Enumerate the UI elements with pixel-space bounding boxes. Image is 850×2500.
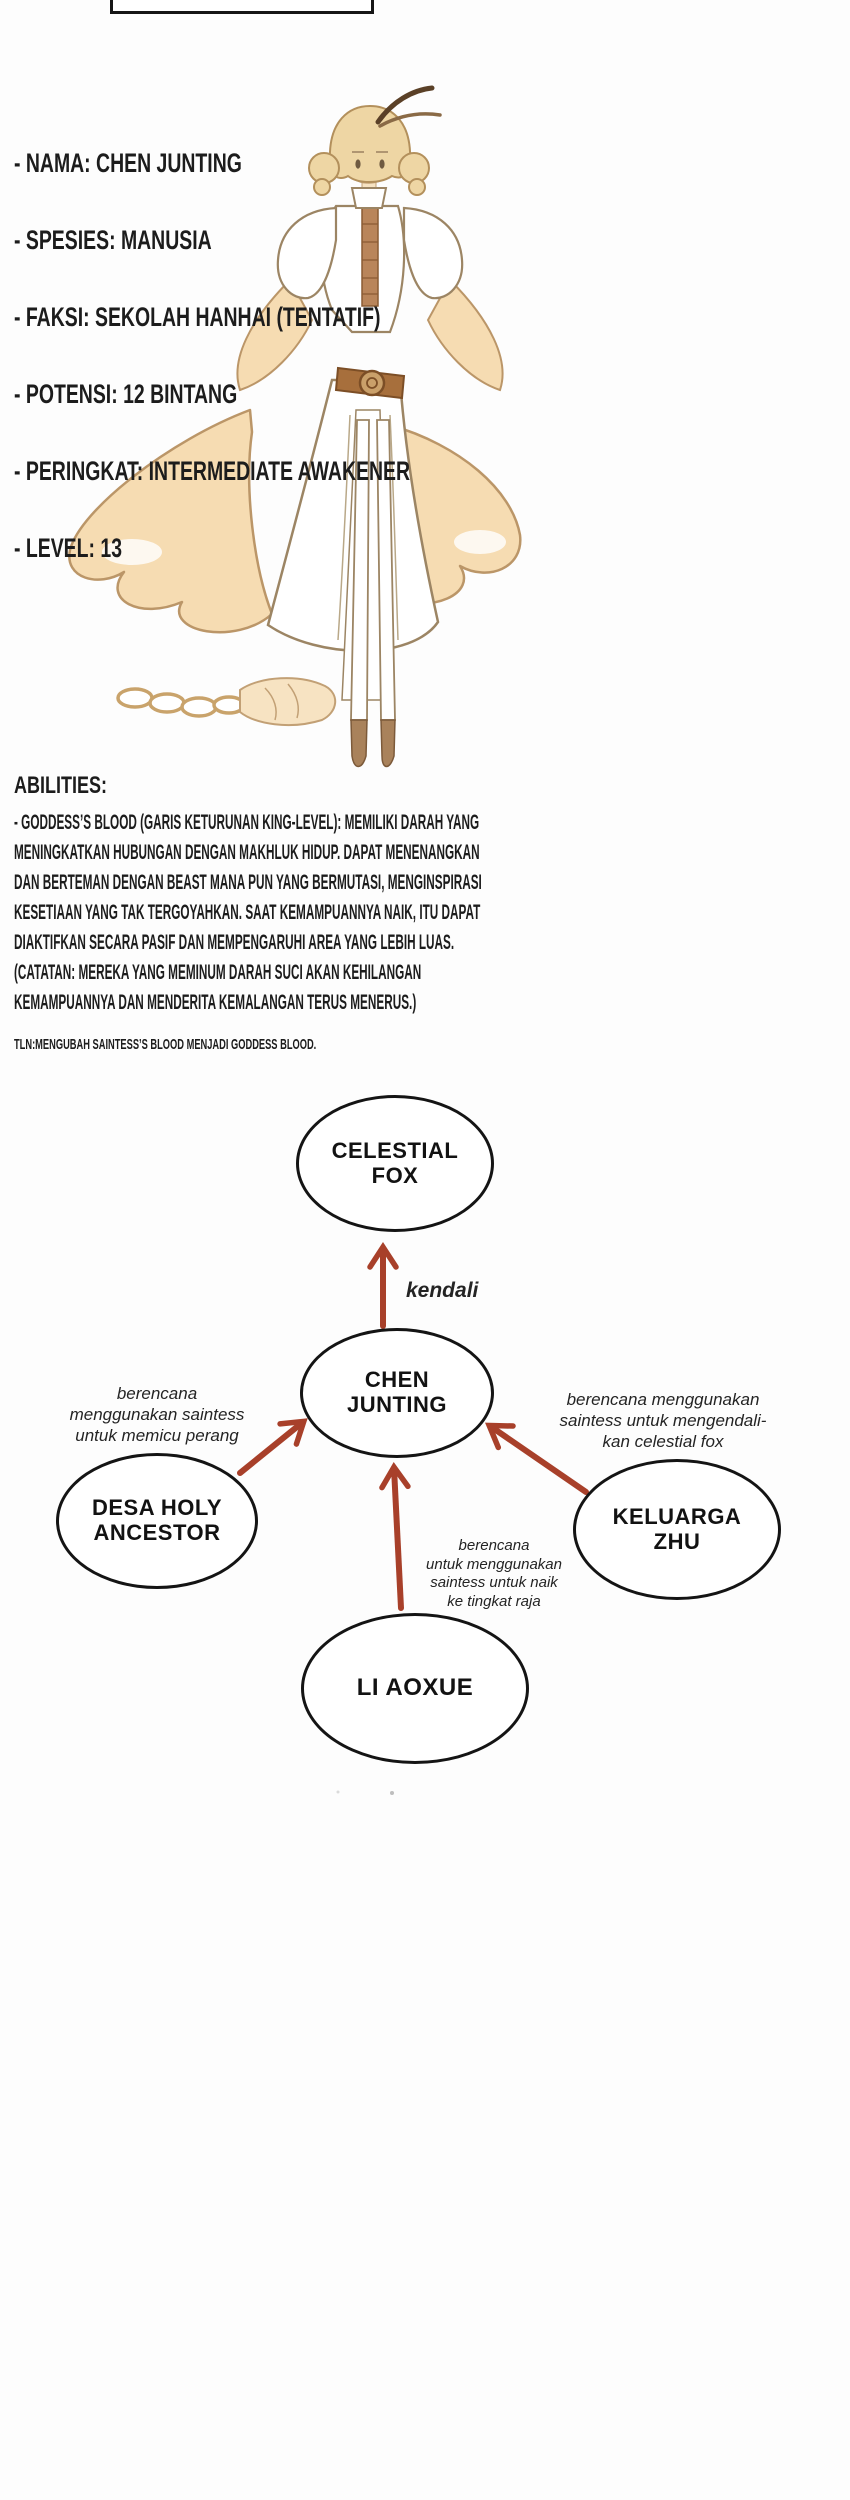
ink-speck: [337, 1791, 340, 1794]
cutoff-panel-border: [110, 0, 374, 14]
node-keluarga-zhu: [573, 1459, 781, 1600]
edge-label-line: ke tingkat raja: [447, 1592, 541, 1610]
profile-line-peringkat: - PERINGKAT: INTERMEDIATE AWAKENER: [14, 456, 411, 486]
abilities-text-line: KESETIAAN YANG TAK TERGOYAHKAN. SAAT KEMAMPUANNYA NAIK, ITU DAPAT: [14, 901, 481, 924]
edge-label-line: saintess untuk naik: [430, 1574, 558, 1591]
ink-speck: [390, 1791, 394, 1795]
edge-label-desa-plan: [36, 1383, 278, 1446]
node-celestial-fox: [296, 1095, 494, 1232]
node-label: DESA HOLY: [91, 1495, 222, 1521]
edge-label-line: menggunakan saintess: [69, 1405, 245, 1424]
node-li-aoxue: [301, 1613, 529, 1764]
translator-note: TLN:MENGUBAH SAINTESS’S BLOOD MENJADI GODDESS BLOOD.: [14, 1036, 317, 1053]
node-label: CELESTIAL: [331, 1137, 459, 1163]
abilities-heading: ABILITIES:: [14, 772, 107, 799]
abilities-text-line: KEMAMPUANNYA DAN MENDERITA KEMALANGAN TERUS MENERUS.): [14, 991, 417, 1014]
edge-label-line: kan celestial fox: [602, 1432, 724, 1451]
edge-label-line: untuk memicu perang: [75, 1426, 239, 1445]
edge-label-line: untuk menggunakan: [426, 1555, 562, 1573]
abilities-text-line: DIAKTIFKAN SECARA PASIF DAN MEMPENGARUHI AREA YANG LEBIH LUAS.: [14, 931, 455, 954]
profile-line-level: - LEVEL: 13: [14, 533, 123, 563]
profile-line-potensi: - POTENSI: 12 BINTANG: [14, 379, 238, 409]
node-label: CHEN: [364, 1367, 430, 1393]
edge-label-line: berencana menggunakan: [566, 1390, 760, 1409]
profile-line-nama: - NAMA: CHEN JUNTING: [14, 148, 242, 178]
character-illustration-chen-junting: [40, 80, 540, 790]
edge-label-kendali: kendali: [406, 1279, 479, 1302]
node-label: FOX: [371, 1162, 419, 1188]
edge-label-line: berencana: [116, 1384, 198, 1403]
node-chen-junting: [300, 1328, 494, 1458]
edge-label-line: saintess untuk mengendali-: [559, 1411, 767, 1430]
abilities-text-line: - GODDESS’S BLOOD (GARIS KETURUNAN KING-LEVEL): MEMILIKI DARAH YANG: [14, 811, 480, 834]
profile-line-faksi: - FAKSI: SEKOLAH HANHAI (TENTATIF): [14, 302, 381, 332]
edge-label-zhu-plan: [542, 1389, 784, 1452]
node-desa-holy-ancestor: [56, 1453, 258, 1589]
profile-line-spesies: - SPESIES: MANUSIA: [14, 225, 212, 255]
node-label: ANCESTOR: [93, 1520, 221, 1545]
abilities-text-line: MENINGKATKAN HUBUNGAN DENGAN MAKHLUK HIDUP. DAPAT MENENANGKAN: [14, 841, 480, 864]
edge-label-liaoxue-plan: [398, 1537, 590, 1611]
node-label: ZHU: [653, 1528, 701, 1554]
abilities-text-line: (CATATAN: MEREKA YANG MEMINUM DARAH SUCI AKAN KEHILANGAN: [14, 961, 422, 984]
edge-label-line: berencana: [458, 1537, 530, 1554]
node-label: KELUARGA: [612, 1503, 742, 1529]
node-label: JUNTING: [346, 1392, 448, 1417]
abilities-text-line: DAN BERTEMAN DENGAN BEAST MANA PUN YANG BERMUTASI, MENGINSPIRASI: [14, 871, 482, 894]
node-label: LI AOXUE: [356, 1674, 474, 1702]
